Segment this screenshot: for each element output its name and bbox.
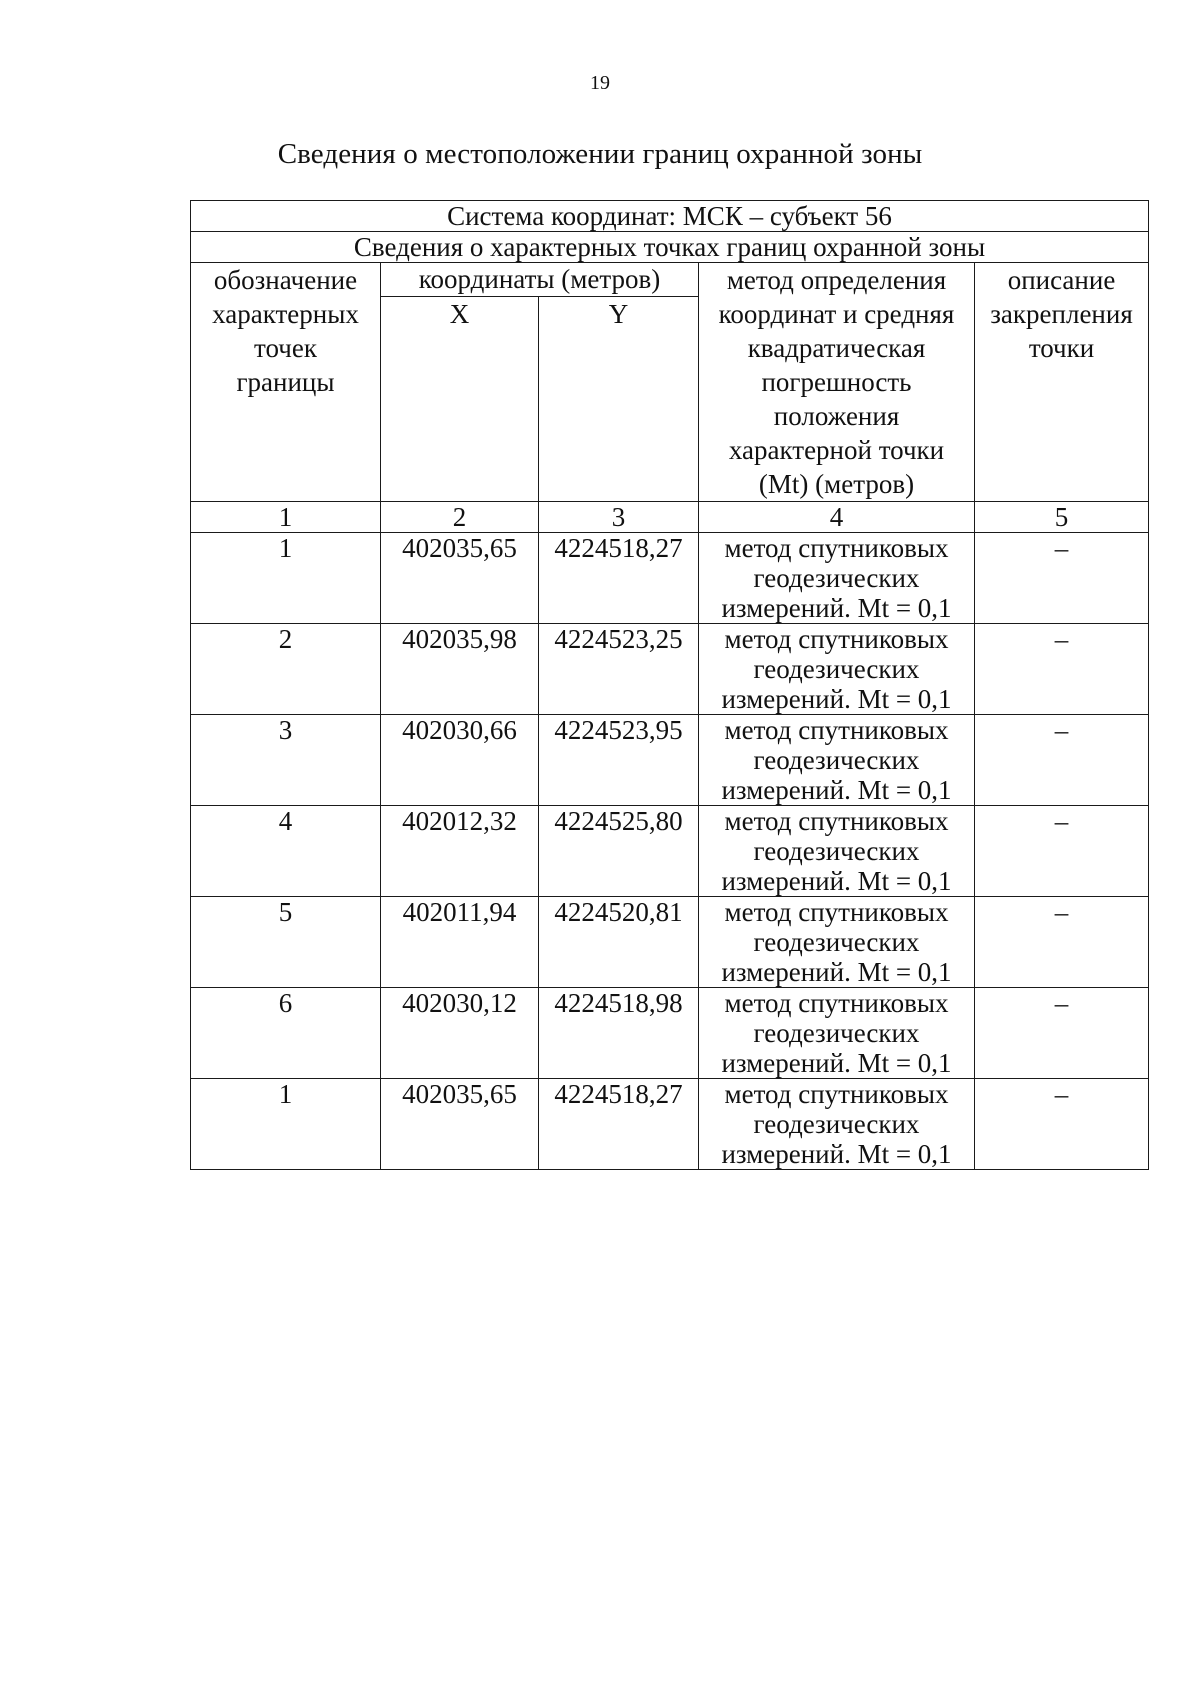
coordinate-system-row — [191, 201, 1149, 232]
method-line: измерений. Mt = 0,1 — [721, 593, 952, 623]
y-coordinate-cell: 4224523,95 — [539, 715, 699, 806]
method-line: измерений. Mt = 0,1 — [721, 866, 952, 896]
point-number-cell: 1 — [191, 533, 381, 624]
method-line: метод спутниковых — [724, 806, 949, 836]
y-coordinate-cell: 4224518,27 — [539, 1079, 699, 1170]
table-row — [191, 988, 1149, 1079]
column-number: 5 — [975, 502, 1149, 533]
header-y: Y — [539, 296, 699, 501]
points-info-cell: Сведения о характерных точках границ охранной зоны — [191, 232, 1149, 263]
method-line: геодезических — [753, 1018, 920, 1048]
method-line: метод спутниковых — [724, 1079, 949, 1109]
method-cell — [699, 988, 975, 1079]
header-desc-line: описание — [1007, 265, 1116, 295]
header-method-line: погрешность — [761, 367, 912, 397]
method-cell — [699, 715, 975, 806]
boundary-points-table — [190, 200, 1149, 1170]
method-line: геодезических — [753, 927, 920, 957]
point-number-cell: 1 — [191, 1079, 381, 1170]
x-coordinate-cell: 402035,65 — [381, 1079, 539, 1170]
method-line: метод спутниковых — [724, 897, 949, 927]
header-description — [975, 263, 1149, 502]
method-cell — [699, 806, 975, 897]
description-cell: – — [975, 624, 1149, 715]
points-info-row — [191, 232, 1149, 263]
description-cell: – — [975, 897, 1149, 988]
method-line: метод спутниковых — [724, 533, 949, 563]
table-row — [191, 897, 1149, 988]
header-desc-line: точки — [1028, 333, 1095, 363]
point-number-cell: 3 — [191, 715, 381, 806]
x-coordinate-cell: 402030,12 — [381, 988, 539, 1079]
description-cell: – — [975, 806, 1149, 897]
table-row — [191, 715, 1149, 806]
y-coordinate-cell: 4224525,80 — [539, 806, 699, 897]
y-coordinate-cell: 4224523,25 — [539, 624, 699, 715]
method-line: метод спутниковых — [724, 624, 949, 654]
x-coordinate-cell: 402035,65 — [381, 533, 539, 624]
header-coordinates: координаты (метров) — [381, 263, 699, 297]
method-line: геодезических — [753, 654, 920, 684]
header-method-line: метод определения — [726, 265, 947, 295]
method-cell — [699, 624, 975, 715]
header-x: X — [381, 296, 539, 501]
description-cell: – — [975, 1079, 1149, 1170]
column-numbers-row — [191, 502, 1149, 533]
document-title: Сведения о местоположении границ охранной зоны — [277, 138, 923, 170]
description-cell: – — [975, 988, 1149, 1079]
method-cell — [699, 897, 975, 988]
header-point-line: границы — [236, 367, 335, 397]
y-coordinate-cell: 4224518,98 — [539, 988, 699, 1079]
x-coordinate-cell: 402011,94 — [381, 897, 539, 988]
method-line: измерений. Mt = 0,1 — [721, 1048, 952, 1078]
method-line: измерений. Mt = 0,1 — [721, 1139, 952, 1169]
point-number-cell: 4 — [191, 806, 381, 897]
x-coordinate-cell: 402035,98 — [381, 624, 539, 715]
column-number: 3 — [539, 502, 699, 533]
header-method-line: положения — [773, 401, 900, 431]
method-line: метод спутниковых — [724, 715, 949, 745]
header-method — [699, 263, 975, 502]
x-coordinate-cell: 402030,66 — [381, 715, 539, 806]
method-line: измерений. Mt = 0,1 — [721, 684, 952, 714]
point-number-cell: 6 — [191, 988, 381, 1079]
header-point-line: точек — [254, 333, 317, 363]
table-row — [191, 806, 1149, 897]
method-line: измерений. Mt = 0,1 — [721, 957, 952, 987]
header-desc-line: закрепления — [990, 299, 1133, 329]
method-cell — [699, 1079, 975, 1170]
column-number: 4 — [699, 502, 975, 533]
header-point-line: характерных — [212, 299, 359, 329]
column-number: 1 — [191, 502, 381, 533]
table-row — [191, 533, 1149, 624]
method-line: геодезических — [753, 563, 920, 593]
method-cell — [699, 533, 975, 624]
description-cell: – — [975, 715, 1149, 806]
header-method-line: (Mt) (метров) — [758, 469, 915, 499]
method-line: измерений. Mt = 0,1 — [721, 775, 952, 805]
page-number: 19 — [590, 72, 610, 94]
point-number-cell: 2 — [191, 624, 381, 715]
x-coordinate-cell: 402012,32 — [381, 806, 539, 897]
header-method-line: координат и средняя — [718, 299, 955, 329]
point-number-cell: 5 — [191, 897, 381, 988]
table-row — [191, 1079, 1149, 1170]
y-coordinate-cell: 4224520,81 — [539, 897, 699, 988]
header-point-line: обозначение — [213, 265, 358, 295]
table-row — [191, 624, 1149, 715]
header-method-line: характерной точки — [728, 435, 945, 465]
method-line: метод спутниковых — [724, 988, 949, 1018]
header-method-line: квадратическая — [747, 333, 926, 363]
y-coordinate-cell: 4224518,27 — [539, 533, 699, 624]
header-row-1 — [191, 263, 1149, 297]
header-point-designation — [191, 263, 381, 502]
method-line: геодезических — [753, 745, 920, 775]
column-number: 2 — [381, 502, 539, 533]
description-cell: – — [975, 533, 1149, 624]
method-line: геодезических — [753, 836, 920, 866]
coordinate-system-cell: Система координат: МСК – субъект 56 — [191, 201, 1149, 232]
method-line: геодезических — [753, 1109, 920, 1139]
